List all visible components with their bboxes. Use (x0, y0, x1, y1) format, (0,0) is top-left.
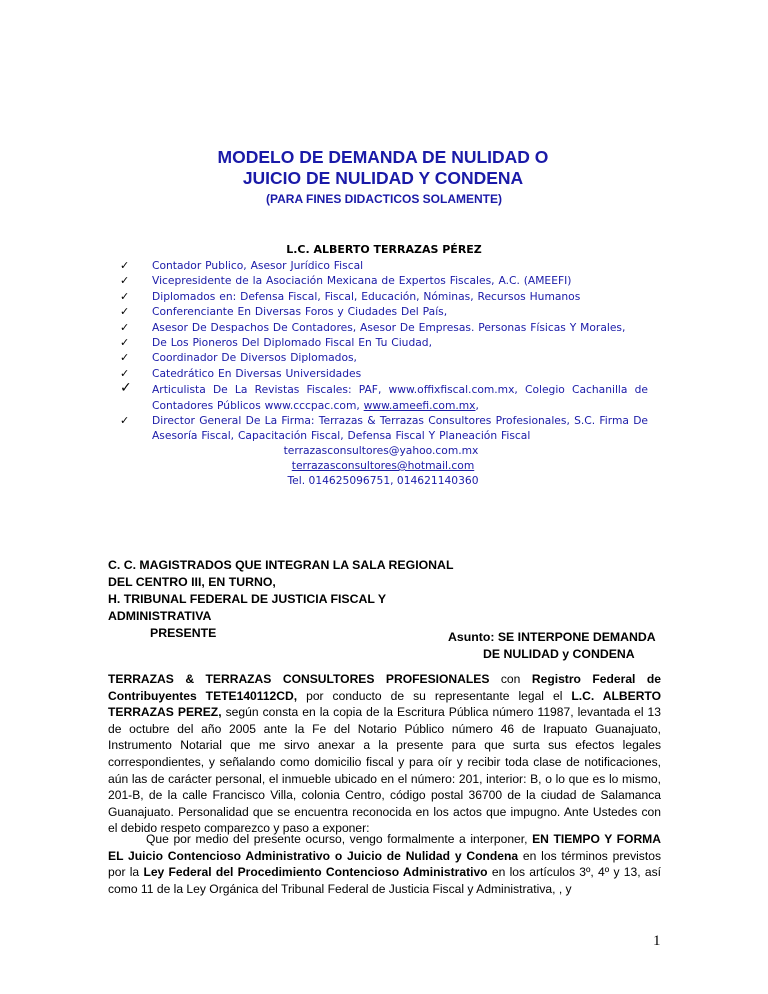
addressee-line: DEL CENTRO III, EN TURNO, (108, 575, 276, 589)
credential-item: ✓ De Los Pioneros Del Diplomado Fiscal En Tu Ciudad, (120, 336, 432, 350)
checkmark-icon: ✓ (120, 351, 130, 365)
body-paragraph-2: Que por medio del presente ocurso, vengo formalmente a interponer, EN TIEMPO Y FORMA EL Juicio Contencioso Administrativo o Juicio de Nulidad y Condena en los términos previstos por la Ley Federal del Procedimiento Contencioso Administrativo en los artículos 3º, 4º y 13, así como 11 de la Ley Orgánica del Tribunal Federal de Justicia Fiscal y Administrativa, , y (108, 832, 661, 896)
checkmark-icon: ✓ (120, 320, 130, 334)
checkmark-icon: ✓ (120, 380, 132, 397)
subject-block (448, 629, 656, 663)
contact-email-hotmail[interactable]: terrazasconsultores@hotmail.com (291, 459, 475, 472)
addressee-presente: PRESENTE (150, 626, 217, 640)
addressee-line: ADMINISTRATIVA (108, 609, 212, 623)
checkmark-icon: ✓ (120, 366, 130, 380)
checkmark-icon: ✓ (120, 305, 130, 319)
credential-item: ✓ Catedrático En Diversas Universidades (120, 366, 362, 380)
credential-item: ✓ Conferenciante En Diversas Foros y Ciudades Del País, (120, 305, 448, 319)
addressee-line: C. C. MAGISTRADOS QUE INTEGRAN LA SALA REGIONAL (108, 558, 454, 572)
credential-item: ✓ Asesor De Despachos De Contadores, Asesor De Empresas. Personas Físicas Y Morales, (120, 320, 626, 334)
checkmark-icon: ✓ (120, 414, 130, 428)
credential-item: ✓ Articulista De La Revistas Fiscales: PAF, www.offixfiscal.com.mx, Colegio Cachanilla de Contadores Públicos www.cccpac.com, www.ameefi.com.mx, (120, 380, 648, 412)
ameefi-link[interactable]: www.ameefi.com.mx (363, 398, 476, 412)
checkmark-icon: ✓ (120, 274, 130, 288)
document-title-line1: MODELO DE DEMANDA DE NULIDAD O (217, 147, 549, 167)
body-paragraph-1: TERRAZAS & TERRAZAS CONSULTORES PROFESIONALES con Registro Federal de Contribuyentes TETE140112CD, por conducto de su representante legal el L.C. ALBERTO TERRAZAS PEREZ, según consta en la copia de la Escritura Pública número 11987, levantada el 13 de octubre del año 2005 ante la Fe del Notario Público número 46 de Irapuato Guanajuato, Instrumento Notarial que me sirvo anexar a la presente para que surta sus efectos legales correspondientes, y señalando como domicilio fiscal y para oír y recibir toda clase de notificaciones, aún las de carácter personal, el inmueble ubicado en el número: 201, interior: B, o lo que es lo mismo, 201-B, de la calle Francisco Villa, colonia Centro, código postal 36700 de la ciudad de Salamanca Guanajuato. Personalidad que se encuentra reconocida en los actos que impugno. Ante Ustedes con el debido respeto comparezco y paso a exponer: (108, 672, 661, 836)
checkmark-icon: ✓ (120, 259, 130, 272)
credential-item: ✓ Vicepresidente de la Asociación Mexicana de Expertos Fiscales, A.C. (AMEEFI) (120, 274, 572, 288)
credentials-list (118, 258, 648, 444)
contact-email-hotmail-wrapper (0, 458, 767, 474)
checkmark-icon: ✓ (120, 289, 130, 303)
credential-item: ✓ Contador Publico, Asesor Jurídico Fiscal (120, 259, 364, 272)
contact-phone: Tel. 014625096751, 014621140360 (287, 474, 479, 487)
document-subtitle: (PARA FINES DIDACTICOS SOLAMENTE) (266, 192, 502, 206)
credential-item: ✓ Director General De La Firma: Terrazas & Terrazas Consultores Profesionales, S.C. Firma De Asesoría Fiscal, Capacitación Fiscal, Defensa Fiscal Y Planeación Fiscal (120, 414, 648, 443)
author-name: L.C. ALBERTO TERRAZAS PÉREZ (286, 243, 482, 256)
subject-line: DE NULIDAD y CONDENA (483, 647, 635, 661)
page-number: 1 (653, 933, 661, 949)
document-title-line2: JUICIO DE NULIDAD Y CONDENA (242, 168, 524, 188)
checkmark-icon: ✓ (120, 336, 130, 350)
addressee-line: H. TRIBUNAL FEDERAL DE JUSTICIA FISCAL Y (108, 592, 387, 606)
credential-item: ✓ Coordinador De Diversos Diplomados, (120, 351, 357, 365)
credential-item: ✓ Diplomados en: Defensa Fiscal, Fiscal, Educación, Nóminas, Recursos Humanos (120, 289, 581, 303)
subject-line: Asunto: SE INTERPONE DEMANDA (448, 630, 656, 644)
contact-email-yahoo: terrazasconsultores@yahoo.com.mx (283, 444, 479, 457)
